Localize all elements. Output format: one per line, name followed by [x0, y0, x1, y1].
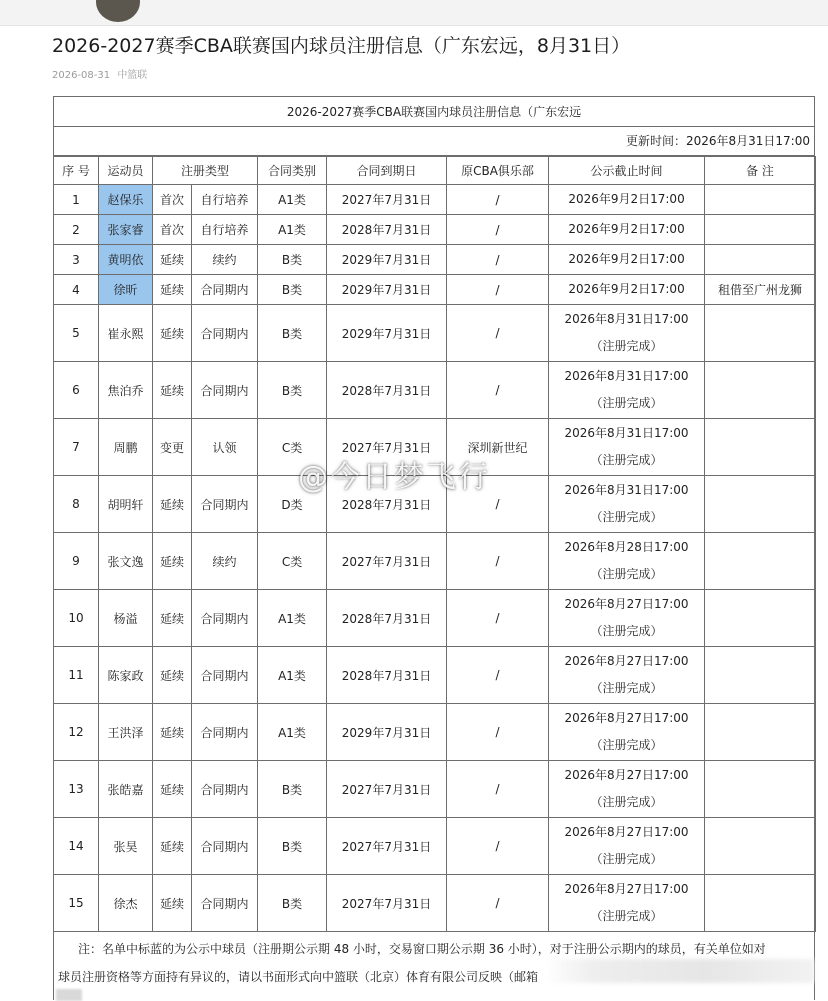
cell-remark: 租借至广州龙狮 [705, 275, 816, 305]
registration-table [53, 156, 816, 932]
table-row [54, 590, 816, 647]
cell-expire: 2029年7月31日 [327, 275, 447, 305]
cell-athlete: 胡明轩 [99, 476, 153, 533]
cell-reg-type: 延续 [153, 647, 192, 704]
publish-date: 2026-08-31 [52, 70, 111, 81]
blurred-region [544, 959, 814, 983]
deadline-time: 2026年8月27日17:00 [564, 768, 689, 782]
cell-reg-type: 延续 [153, 245, 192, 275]
cell-no: 15 [54, 875, 99, 932]
table-row [54, 245, 816, 275]
cell-reg-type: 延续 [153, 275, 192, 305]
cell-contract-cat: B类 [258, 818, 327, 875]
cell-expire: 2028年7月31日 [327, 476, 447, 533]
deadline-status: （注册完成） [590, 567, 663, 581]
cell-remark [705, 362, 816, 419]
cell-athlete: 张文逸 [99, 533, 153, 590]
cell-reg-type: 延续 [153, 590, 192, 647]
cell-deadline [549, 533, 705, 590]
cell-no: 3 [54, 245, 99, 275]
cell-deadline [549, 590, 705, 647]
cell-deadline [549, 818, 705, 875]
registration-document [53, 96, 815, 1000]
cell-no: 1 [54, 185, 99, 215]
cell-contract-cat: A1类 [258, 215, 327, 245]
deadline-time: 2026年8月27日17:00 [564, 711, 689, 725]
deadline-status: （注册完成） [590, 510, 663, 524]
cell-contract-cat: B类 [258, 275, 327, 305]
cell-deadline [549, 275, 705, 305]
header-prev-club: 原CBA俱乐部 [447, 157, 549, 185]
cell-reg-subtype: 合同期内 [192, 818, 258, 875]
cell-prev-club: / [447, 275, 549, 305]
table-row [54, 647, 816, 704]
cell-expire: 2028年7月31日 [327, 590, 447, 647]
cell-expire: 2027年7月31日 [327, 533, 447, 590]
cell-expire: 2029年7月31日 [327, 245, 447, 275]
cell-contract-cat: B类 [258, 245, 327, 275]
cell-expire: 2027年7月31日 [327, 875, 447, 932]
deadline-time: 2026年8月27日17:00 [564, 882, 689, 896]
source-link[interactable]: 中篮联 [117, 70, 148, 81]
table-row [54, 305, 816, 362]
cell-reg-type: 首次 [153, 215, 192, 245]
cutoff-text [56, 989, 82, 1001]
footnote-line-2: 球员注册资格等方面持有异议的，请以书面形式向中篮联（北京）体育有限公司反映（邮箱 [58, 970, 539, 984]
cell-prev-club: / [447, 245, 549, 275]
header-contract-cat: 合同类别 [258, 157, 327, 185]
cell-reg-subtype: 认领 [192, 419, 258, 476]
cell-reg-type: 延续 [153, 818, 192, 875]
cell-no: 13 [54, 761, 99, 818]
deadline-status: （注册完成） [590, 624, 663, 638]
deadline-status: （注册完成） [590, 339, 663, 353]
cell-prev-club: / [447, 590, 549, 647]
table-row [54, 362, 816, 419]
cell-remark [705, 245, 816, 275]
cell-prev-club: 深圳新世纪 [447, 419, 549, 476]
cell-deadline [549, 185, 705, 215]
cell-reg-type: 延续 [153, 476, 192, 533]
cell-contract-cat: B类 [258, 875, 327, 932]
deadline-status: （注册完成） [590, 396, 663, 410]
cell-reg-subtype: 合同期内 [192, 305, 258, 362]
cell-reg-subtype: 自行培养 [192, 185, 258, 215]
deadline-status: （注册完成） [590, 681, 663, 695]
cell-reg-subtype: 合同期内 [192, 362, 258, 419]
cell-no: 12 [54, 704, 99, 761]
deadline-time: 2026年8月28日17:00 [564, 540, 689, 554]
deadline-time: 2026年8月27日17:00 [564, 654, 689, 668]
cell-contract-cat: B类 [258, 761, 327, 818]
cell-remark [705, 533, 816, 590]
cell-expire: 2027年7月31日 [327, 761, 447, 818]
cell-prev-club: / [447, 533, 549, 590]
article-meta [52, 66, 147, 81]
header-remark: 备 注 [705, 157, 816, 185]
cell-no: 6 [54, 362, 99, 419]
cell-no: 7 [54, 419, 99, 476]
table-row [54, 275, 816, 305]
cell-reg-type: 延续 [153, 761, 192, 818]
cell-reg-subtype: 合同期内 [192, 590, 258, 647]
cell-contract-cat: C类 [258, 533, 327, 590]
table-row [54, 761, 816, 818]
cell-prev-club: / [447, 875, 549, 932]
table-row [54, 704, 816, 761]
cell-deadline [549, 305, 705, 362]
cell-athlete: 赵保乐 [99, 185, 153, 215]
cell-deadline [549, 362, 705, 419]
cell-contract-cat: C类 [258, 419, 327, 476]
cell-reg-subtype: 合同期内 [192, 275, 258, 305]
cell-reg-type: 变更 [153, 419, 192, 476]
cell-expire: 2027年7月31日 [327, 419, 447, 476]
cell-athlete: 陈家政 [99, 647, 153, 704]
deadline-status: （注册完成） [590, 795, 663, 809]
deadline-time: 2026年8月31日17:00 [564, 369, 689, 383]
cell-no: 4 [54, 275, 99, 305]
header-reg-type: 注册类型 [153, 157, 258, 185]
cell-reg-subtype: 续约 [192, 245, 258, 275]
document-caption: 2026-2027赛季CBA联赛国内球员注册信息（广东宏远 [54, 97, 814, 127]
deadline-status: （注册完成） [590, 453, 663, 467]
cell-reg-subtype: 合同期内 [192, 647, 258, 704]
header-athlete: 运动员 [99, 157, 153, 185]
cell-prev-club: / [447, 476, 549, 533]
cell-remark [705, 419, 816, 476]
cell-contract-cat: A1类 [258, 185, 327, 215]
cell-prev-club: / [447, 185, 549, 215]
update-time: 更新时间：2026年8月31日17:00 [54, 127, 814, 156]
cell-expire: 2029年7月31日 [327, 704, 447, 761]
header-deadline: 公示截止时间 [549, 157, 705, 185]
cell-reg-type: 延续 [153, 305, 192, 362]
page-title: 2026-2027赛季CBA联赛国内球员注册信息（广东宏远，8月31日） [52, 35, 631, 57]
cell-no: 11 [54, 647, 99, 704]
table-row [54, 818, 816, 875]
cell-reg-type: 延续 [153, 875, 192, 932]
cell-expire: 2029年7月31日 [327, 305, 447, 362]
table-row [54, 476, 816, 533]
table-header-row [54, 157, 816, 185]
cell-athlete: 焦泊乔 [99, 362, 153, 419]
cell-expire: 2027年7月31日 [327, 818, 447, 875]
cell-remark [705, 305, 816, 362]
cell-athlete: 崔永熙 [99, 305, 153, 362]
cell-no: 8 [54, 476, 99, 533]
cell-contract-cat: B类 [258, 305, 327, 362]
cell-athlete: 黄明依 [99, 245, 153, 275]
deadline-status: （注册完成） [590, 909, 663, 923]
cell-athlete: 徐杰 [99, 875, 153, 932]
cell-reg-subtype: 自行培养 [192, 215, 258, 245]
table-body [54, 185, 816, 932]
table-row [54, 875, 816, 932]
deadline-time: 2026年8月27日17:00 [564, 597, 689, 611]
deadline-time: 2026年9月2日17:00 [568, 252, 685, 266]
footnote-line-1: 注：名单中标蓝的为公示中球员（注册期公示期 48 小时，交易窗口期公示期 36 小时），对于注册公示期内的球员，有关单位如对 [78, 942, 766, 956]
cell-expire: 2027年7月31日 [327, 185, 447, 215]
cell-contract-cat: A1类 [258, 590, 327, 647]
cell-athlete: 周鹏 [99, 419, 153, 476]
cell-contract-cat: D类 [258, 476, 327, 533]
cell-no: 9 [54, 533, 99, 590]
cell-no: 10 [54, 590, 99, 647]
cell-remark [705, 476, 816, 533]
deadline-status: （注册完成） [590, 852, 663, 866]
cell-remark [705, 761, 816, 818]
cell-remark [705, 647, 816, 704]
cell-deadline [549, 875, 705, 932]
cell-athlete: 杨溢 [99, 590, 153, 647]
cell-contract-cat: B类 [258, 362, 327, 419]
cell-prev-club: / [447, 215, 549, 245]
cell-contract-cat: A1类 [258, 704, 327, 761]
cell-athlete: 张皓嘉 [99, 761, 153, 818]
cell-prev-club: / [447, 305, 549, 362]
cell-prev-club: / [447, 362, 549, 419]
cell-prev-club: / [447, 818, 549, 875]
deadline-time: 2026年9月2日17:00 [568, 222, 685, 236]
cell-prev-club: / [447, 761, 549, 818]
cell-reg-type: 延续 [153, 533, 192, 590]
cell-deadline [549, 704, 705, 761]
deadline-time: 2026年9月2日17:00 [568, 192, 685, 206]
header-expire: 合同到期日 [327, 157, 447, 185]
deadline-time: 2026年8月27日17:00 [564, 825, 689, 839]
cell-remark [705, 818, 816, 875]
cell-reg-type: 首次 [153, 185, 192, 215]
header-no: 序 号 [54, 157, 99, 185]
cell-prev-club: / [447, 647, 549, 704]
cell-remark [705, 215, 816, 245]
deadline-time: 2026年8月31日17:00 [564, 312, 689, 326]
cell-expire: 2028年7月31日 [327, 215, 447, 245]
table-row [54, 419, 816, 476]
deadline-time: 2026年8月31日17:00 [564, 483, 689, 497]
deadline-time: 2026年9月2日17:00 [568, 282, 685, 296]
cell-reg-subtype: 合同期内 [192, 476, 258, 533]
cell-deadline [549, 419, 705, 476]
table-row [54, 533, 816, 590]
cell-contract-cat: A1类 [258, 647, 327, 704]
cell-no: 5 [54, 305, 99, 362]
cell-athlete: 张家睿 [99, 215, 153, 245]
cell-reg-subtype: 续约 [192, 533, 258, 590]
cell-reg-type: 延续 [153, 704, 192, 761]
cell-no: 2 [54, 215, 99, 245]
cell-reg-subtype: 合同期内 [192, 761, 258, 818]
cell-deadline [549, 476, 705, 533]
watermark: @今日梦飞行 [298, 460, 490, 495]
top-bar [0, 0, 828, 26]
cell-athlete: 王洪泽 [99, 704, 153, 761]
cell-reg-subtype: 合同期内 [192, 704, 258, 761]
cell-deadline [549, 761, 705, 818]
cell-expire: 2028年7月31日 [327, 647, 447, 704]
cell-no: 14 [54, 818, 99, 875]
cell-deadline [549, 245, 705, 275]
cell-athlete: 徐昕 [99, 275, 153, 305]
cell-reg-subtype: 合同期内 [192, 875, 258, 932]
table-row [54, 215, 816, 245]
table-row [54, 185, 816, 215]
cell-deadline [549, 215, 705, 245]
cell-remark [705, 875, 816, 932]
cell-prev-club: / [447, 704, 549, 761]
cell-remark [705, 185, 816, 215]
cell-expire: 2028年7月31日 [327, 362, 447, 419]
avatar[interactable] [96, 0, 140, 22]
cell-remark [705, 590, 816, 647]
cell-athlete: 张昊 [99, 818, 153, 875]
cell-remark [705, 704, 816, 761]
deadline-time: 2026年8月31日17:00 [564, 426, 689, 440]
cell-deadline [549, 647, 705, 704]
deadline-status: （注册完成） [590, 738, 663, 752]
cell-reg-type: 延续 [153, 362, 192, 419]
